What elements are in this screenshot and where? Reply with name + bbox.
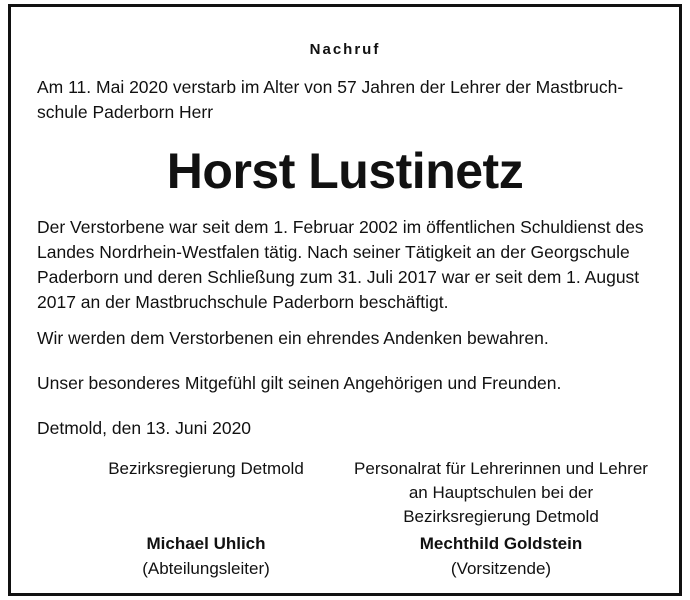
sympathy-paragraph: Unser besonderes Mitgefühl gilt seinen Angehörigen und Freunden. xyxy=(37,373,562,393)
place-date-line: Detmold, den 13. Juni 2020 xyxy=(37,418,252,438)
deceased-name: Horst Lustinetz xyxy=(166,143,524,199)
right-signatory-name: Mechthild Goldstein xyxy=(419,534,583,553)
remembrance-paragraph: Wir werden dem Verstorbenen ein ehrendes Andenken bewahren. xyxy=(37,328,549,348)
career-paragraph: Der Verstorbene war seit dem 1. Februar 2002 im öffentlichen Schuldienst des Landes Nordrhein-Westfalen tätig. Nach seiner Tätigkeit an der Georgschule Paderborn und deren Schließung zum 31. Juli 2017 war er seit dem 1. August 2017 an der Mastbruchschule Paderborn beschäftigt. xyxy=(37,217,644,312)
right-signatory-organization xyxy=(341,457,661,529)
left-signatory-organization: Bezirksregierung Detmold xyxy=(108,459,304,478)
right-signatory-role: (Vorsitzende) xyxy=(450,559,552,578)
right-organization-line: an Hauptschulen bei der xyxy=(408,483,594,502)
notice-heading: Nachruf xyxy=(309,41,381,58)
intro-paragraph: Am 11. Mai 2020 verstarb im Alter von 57 Jahren der Lehrer der Mastbruch-schule Paderborn Herr xyxy=(37,77,624,122)
obituary-notice xyxy=(8,4,682,596)
left-signatory-role: (Abteilungsleiter) xyxy=(142,559,270,578)
left-signatory-name: Michael Uhlich xyxy=(146,534,266,553)
right-organization-line: Personalrat für Lehrerinnen und Lehrer xyxy=(354,459,648,478)
right-organization-line: Bezirksregierung Detmold xyxy=(403,507,599,526)
